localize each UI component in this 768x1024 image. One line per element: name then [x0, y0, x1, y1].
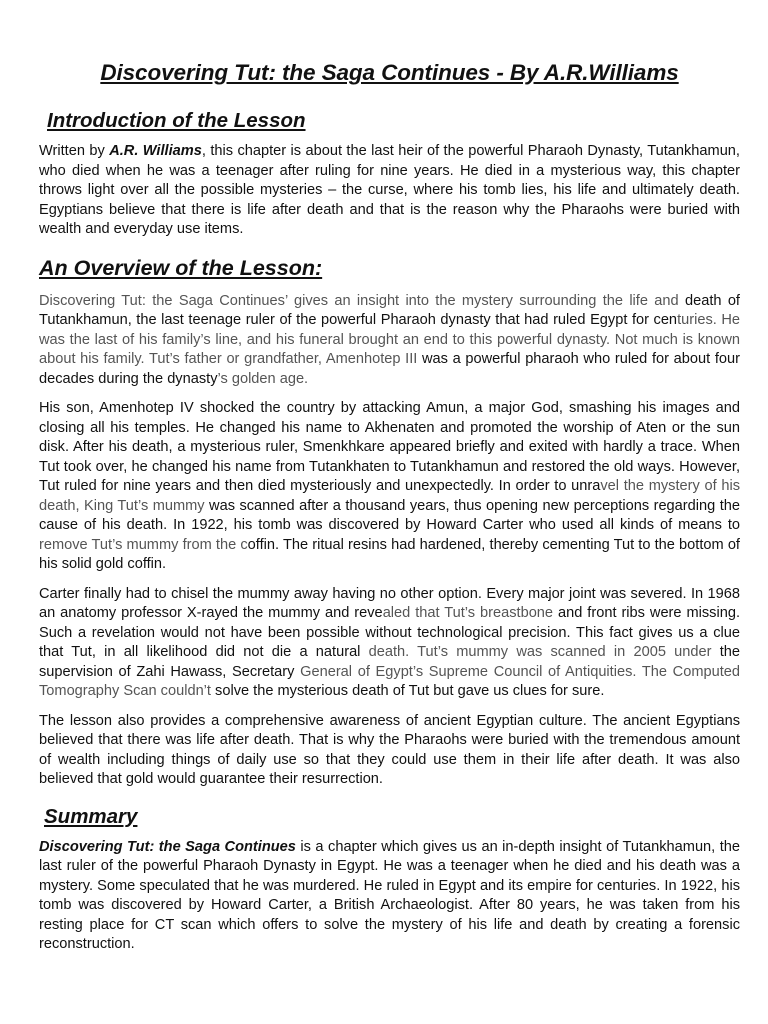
- overview-p3-a: Carter finally had to chisel the mummy away having no other option. Every major joint was severed. In 1968 an anatomy professor X-rayed the mummy and reve: [39, 585, 740, 621]
- overview-p2-c: was scanned after a thousand years, thus opening new perceptions regarding the cause of his death. In 1922, his tomb was discovered by Howard Carter who used all kinds of means to: [39, 497, 740, 533]
- overview-paragraph-4: The lesson also provides a comprehensive awareness of ancient Egyptian culture. The ancient Egyptians believed that there was life after death. That is why the Pharaohs were buried with the tremendous amount of wealth including things of daily use so that they could use them in their life after death. It was also believed that gold would guarantee their resurrection.: [39, 712, 740, 787]
- overview-p2-a: His son, Amenhotep IV shocked the country by attacking Amun, a major God, smashing his images and closing all his temples. He changed his name to Akhenaten and promoted the worship of Aten or the sun disk. After his death, a mysterious ruler, Smenkhkare appeared briefly and exited with hardly a trace. When Tut took over, he changed his name from Tutankhaten to Tutankhamun and restored the old ways. However, Tut ruled for nine years and then died mysteriously and unexpectedly. In order to unra: [39, 400, 740, 494]
- intro-text-start: Written by: [39, 143, 110, 159]
- overview-p1-d: was a powerful pharaoh who ruled for about four decades during the dynasty: [39, 351, 740, 387]
- overview-p2-d: remove Tut’s mummy from the c: [39, 536, 248, 553]
- overview-p3-e: the supervision of Zahi Hawass, Secretary: [39, 644, 740, 680]
- summary-lead-title: Discovering Tut: the Saga Continues: [39, 838, 296, 855]
- summary-paragraph: [39, 838, 740, 955]
- overview-p2-b: vel the mystery of his death, King Tut’s mummy: [39, 478, 740, 514]
- overview-p3-d: death. Tut’s mummy was scanned in 2005 under: [368, 644, 720, 660]
- overview-p3-g: solve the mysterious death of Tut but gave us clues for sure.: [215, 683, 605, 699]
- document-page: [39, 58, 740, 955]
- overview-p3-b: aled that Tut’s breastbone: [382, 605, 558, 621]
- overview-p1-a: Discovering Tut: the Saga Continues’ gives an insight into the mystery surrounding the life and: [39, 292, 685, 309]
- heading-overview: An Overview of the Lesson:: [39, 255, 323, 280]
- overview-p1-c: turies. He was the last of his family’s line, and his funeral brought an end to this powerful dynasty. Not much is known about his family. Tut’s father or grandfather, Amenhotep III: [39, 312, 741, 367]
- heading-summary: Summary: [44, 804, 138, 828]
- heading-introduction: Introduction of the Lesson: [47, 109, 306, 132]
- intro-text-rest: , this chapter is about the last heir of the powerful Pharaoh Dynasty, Tutankhamun, who died when he was a teenager after ruling for nine years. He died in a mysterious way, this chapter throws light over all the possible mysteries – the curse, where his tomb lies, his life and ultimately death. Egyptians believe that there is life after death and that is the reason why the Pharaohs were buried with wealth and everyday use items.: [39, 143, 740, 237]
- overview-p1-e: ’s golden age.: [217, 370, 309, 387]
- overview-p3-f: General of Egypt’s Supreme Council of Antiquities. The Computed Tomography Scan couldn’t: [39, 663, 740, 699]
- overview-paragraph-3: [39, 585, 740, 702]
- summary-text: is a chapter which gives us an in-depth insight of Tutankhamun, the last ruler of the powerful Pharaoh Dynasty in Egypt. He was a teenager when he died and his death was a mystery. Some speculated that he was murdered. He ruled in Egypt and its empire for centuries. In 1922, his tomb was discovered by Howard Carter, a British Archaeologist. After 80 years, he was taken from his resting place for CT scan which offers to solve the mystery of his life and death by creating a forensic reconstruction.: [39, 838, 741, 952]
- overview-p2-e: offin. The ritual resins had hardened, thereby cementing Tut to the bottom of his solid gold coffin.: [39, 536, 740, 572]
- document-title: Discovering Tut: the Saga Continues - By A.R.Williams: [100, 60, 679, 85]
- overview-p1-b: death of Tutankhamun, the last teenage ruler of the powerful Pharaoh dynasty that had ruled Egypt for cen: [39, 292, 740, 328]
- overview-paragraph-1: [39, 292, 740, 390]
- overview-p3-c: and front ribs were missing. Such a revelation would not have been possible without technological precision. This fact gives us a clue that Tut, in all likelihood did not die a natural: [39, 605, 741, 660]
- author-name: A.R. Williams: [109, 143, 202, 159]
- introduction-paragraph: [39, 142, 740, 240]
- overview-paragraph-2: [39, 399, 740, 575]
